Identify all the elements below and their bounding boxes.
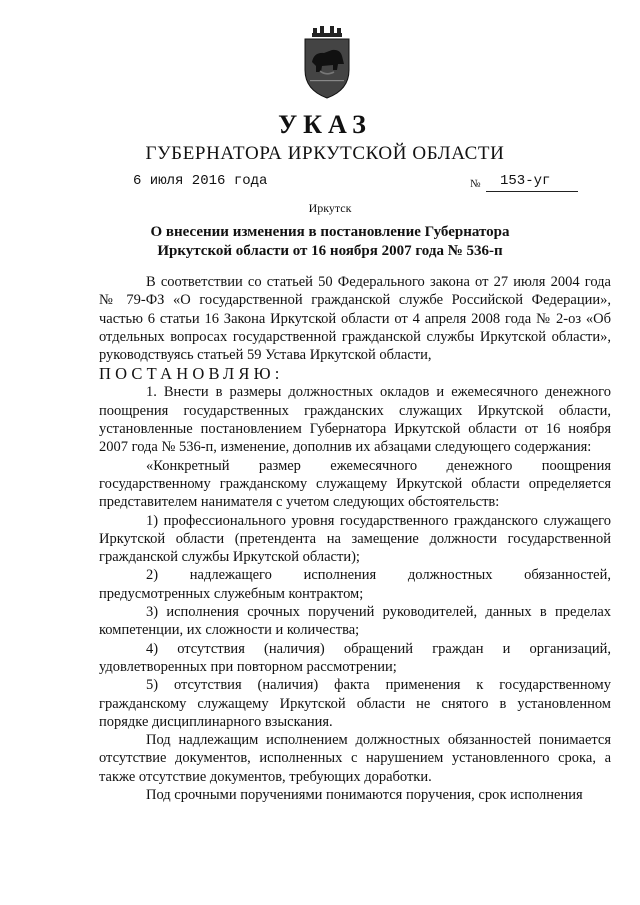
issue-city: Иркутск (308, 201, 352, 215)
body-paragraph-4: Под срочными поручениями понимаются поручения, срок исполнения (146, 787, 583, 804)
decree-date: 6 июля 2016 года (133, 173, 268, 189)
coat-of-arms-icon (302, 26, 352, 100)
body-paragraph-1: 1. Внести в размеры должностных окладов и ежемесячного денежного поощрения государственных гражданских служащих Иркутской области, установленные постановлением Губернатора Иркутской области от 16 ноября 2007 года № 536-п, изменение, дополнив их абзацами следующего содержания: (99, 384, 611, 456)
decree-operative-word: ПОСТАНОВЛЯЮ: (99, 364, 284, 384)
body-paragraph-3: Под надлежащим исполнением должностных обязанностей понимается отсутствие документов, исполненных с нарушением установленного срока, а также отсутствие документов, требующих доработки. (99, 732, 611, 785)
decree-body (99, 273, 611, 804)
number-sign: № (470, 178, 481, 190)
body-paragraph-2: «Конкретный размер ежемесячного денежного поощрения государственному гражданскому служащему Иркутской области определяется представителем нанимателя с учетом следующих обстоятельств: (99, 457, 611, 511)
list-item-2: 2) надлежащего исполнения должностных обязанностей, предусмотренных служебным контрактом; (99, 567, 611, 602)
list-item-3: 3) исполнения срочных поручений руководителей, данных в пределах компетенции, их сложности и количества; (99, 604, 611, 639)
list-item-1: 1) профессионального уровня государственного гражданского служащего Иркутской области (претендента на замещение должности государственной гражданской службы Иркутской области); (99, 512, 611, 566)
list-item-5: 5) отсутствия (наличия) факта применения к государственному гражданскому служащему Иркутской области не снятого в установленном порядке дисциплинарного взыскания. (99, 677, 611, 730)
number-underline (486, 191, 578, 192)
preamble-paragraph: В соответствии со статьей 50 Федерального закона от 27 июля 2004 года № 79-ФЗ «О государственной гражданской службе Российской Федерации», частью 6 статьи 16 Закона Иркутской области от 4 апреля 2008 года № 2-оз «Об отдельных вопросах государственной гражданской службы Иркутской области», руководствуясь статьей 59 Устава Иркутской области, (99, 274, 611, 364)
document-title: УКАЗ (278, 110, 372, 139)
decree-number-field (470, 172, 578, 192)
decree-subject: О внесении изменения в постановление Губернатора Иркутской области от 16 ноября 2007 года № 536-п (150, 224, 510, 259)
list-item-4: 4) отсутствия (наличия) обращений граждан и организаций, удовлетворенных при повторном рассмотрении; (99, 640, 611, 675)
decree-number: 153-уг (500, 173, 551, 189)
issuing-authority: ГУБЕРНАТОРА ИРКУТСКОЙ ОБЛАСТИ (145, 143, 505, 164)
